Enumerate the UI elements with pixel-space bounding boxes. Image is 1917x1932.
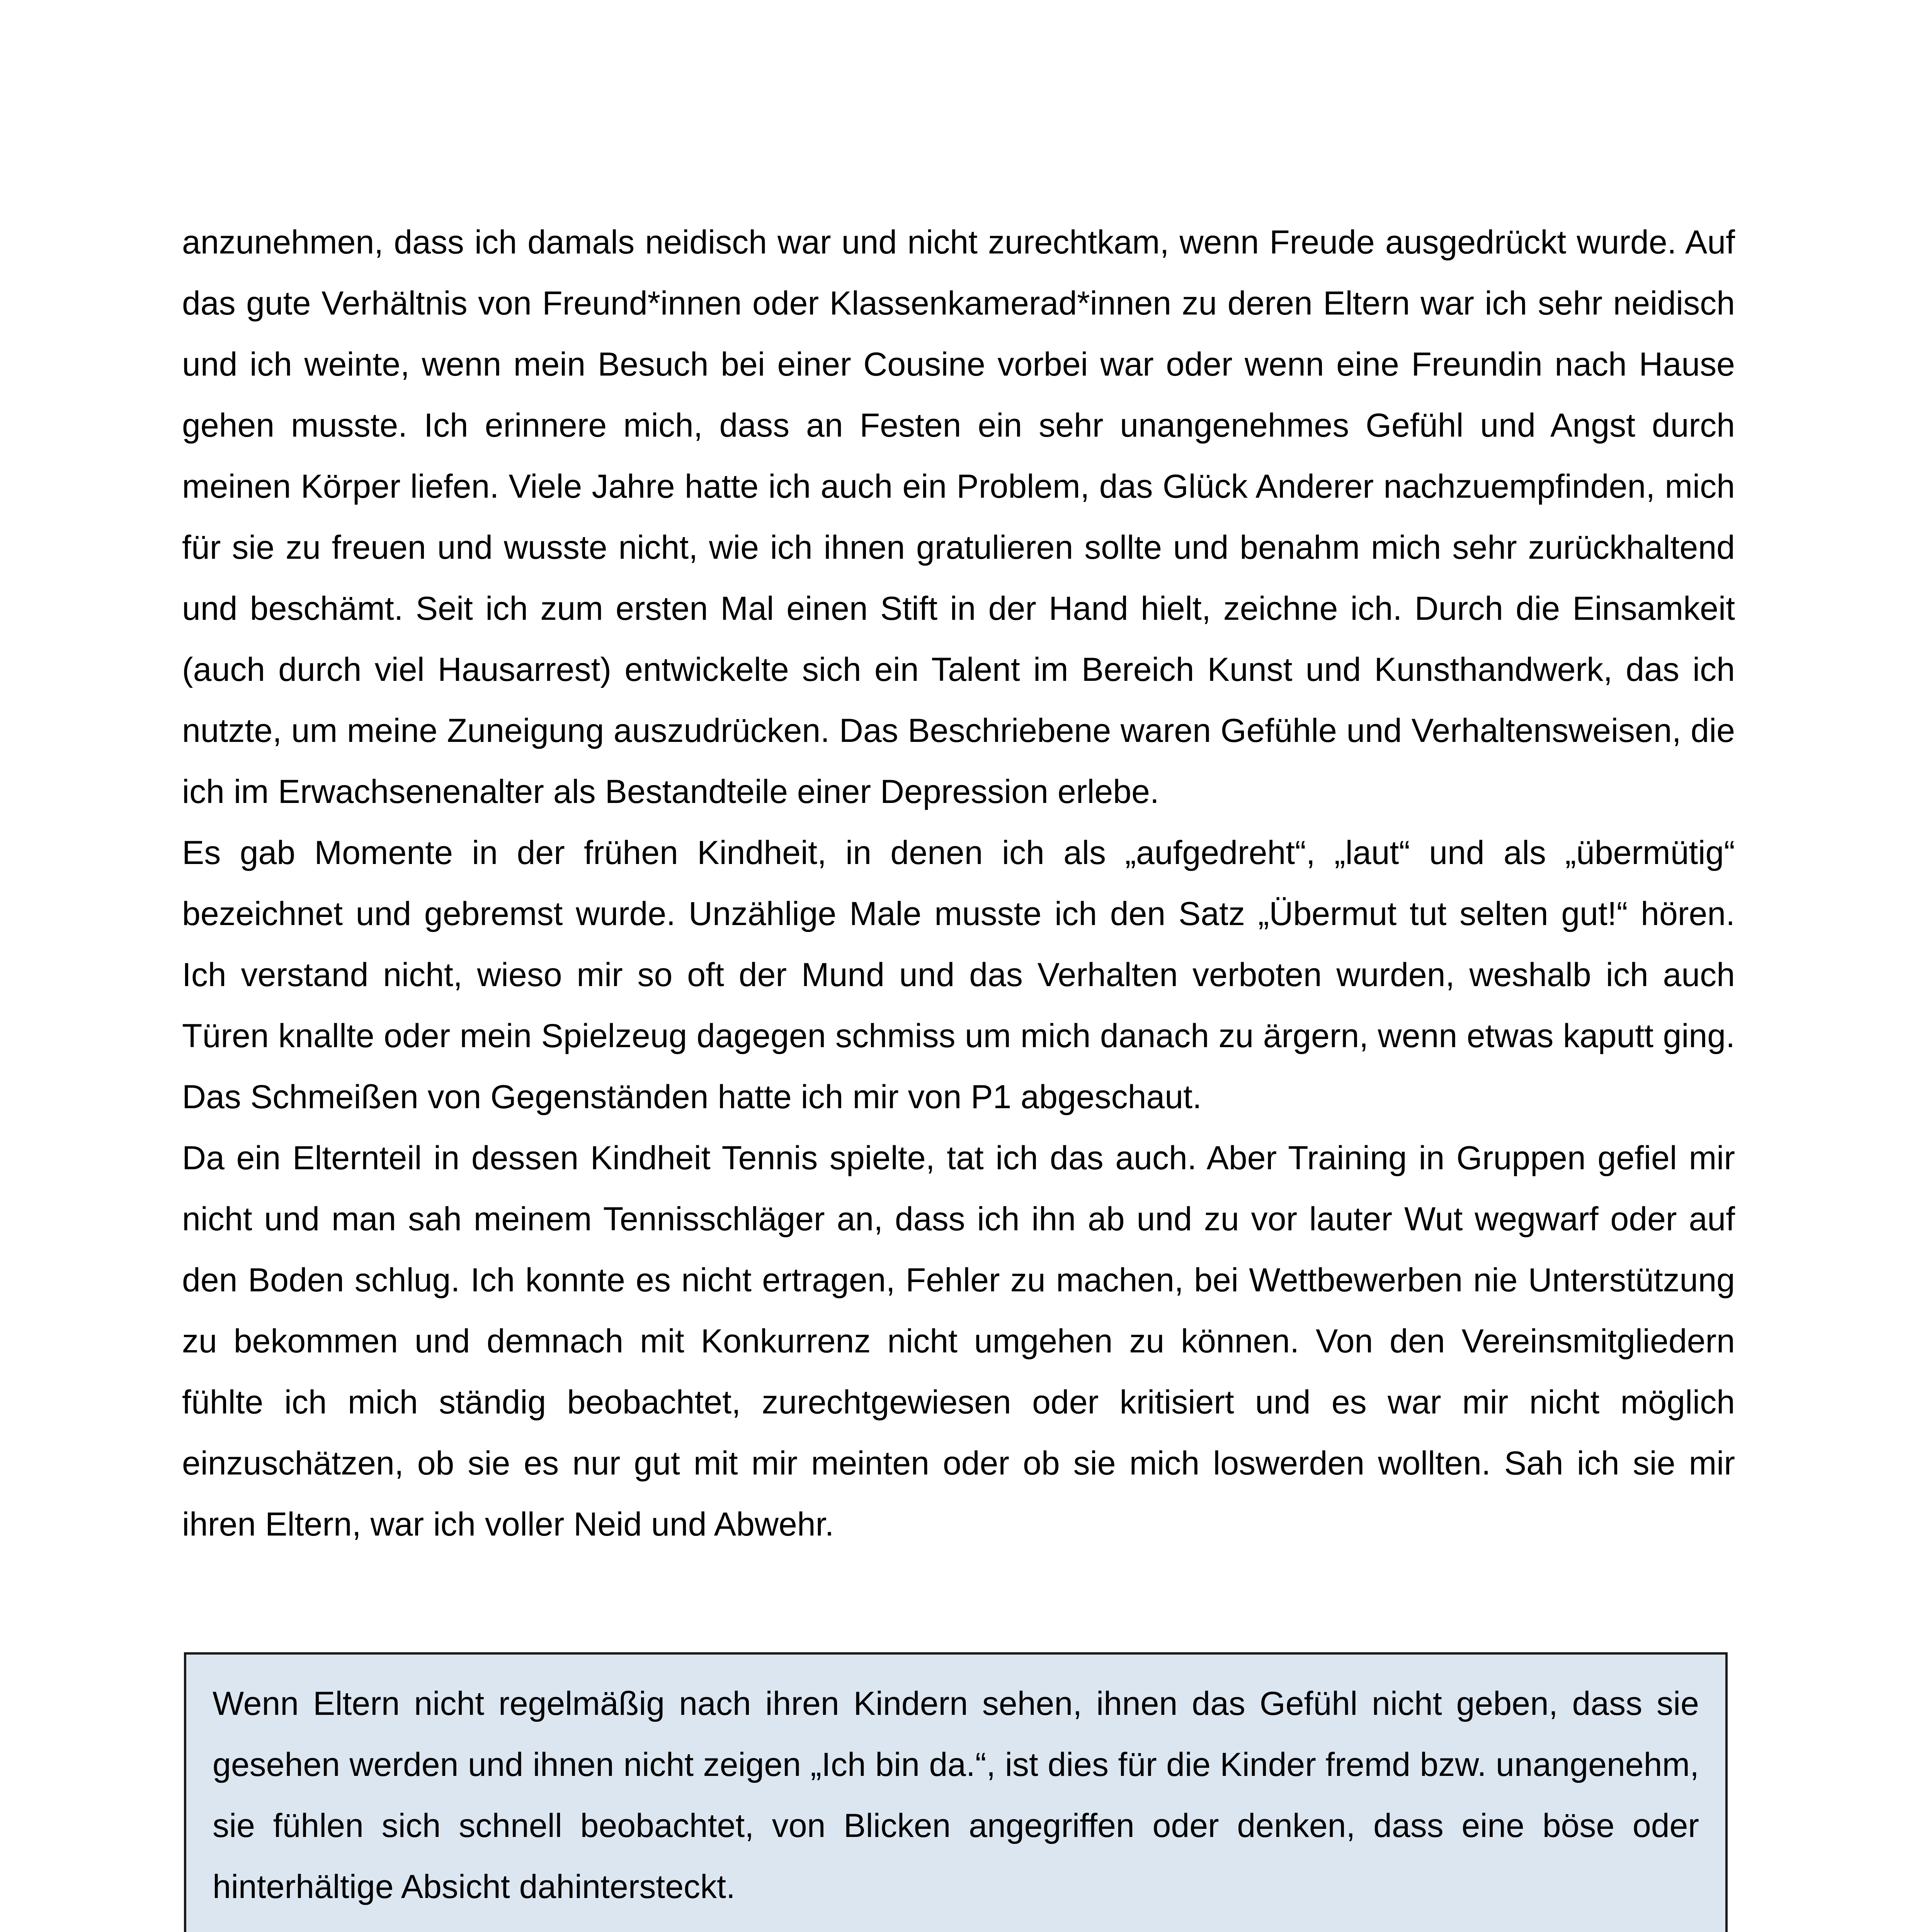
paragraph: Da ein Elternteil in dessen Kindheit Tennis spielte, tat ich das auch. Aber Training in Gruppen gefiel mir nicht und man sah meinem Tennisschläger an, dass ich ihn ab und zu vor lauter Wut wegwarf oder auf den Boden schlug. Ich konnte es nicht ertragen, Fehler zu machen, bei Wettbewerben nie Unterstützung zu bekommen und demnach mit Konkurrenz nicht umgehen zu können. Von den Vereinsmitgliedern fühlte ich mich ständig beobachtet, zurechtgewiesen oder kritisiert und es war mir nicht möglich einzuschätzen, ob sie es nur gut mit mir meinten oder ob sie mich loswerden wollten. Sah ich sie mir ihren Eltern, war ich voller Neid und Abwehr. [182, 1139, 1735, 1543]
body-text-top [182, 212, 1735, 1555]
callout-box [184, 1652, 1728, 1932]
paragraph: Es gab Momente in der frühen Kindheit, in denen ich als „aufgedreht“, „laut“ und als „übermütig“ bezeichnet und gebremst wurde. Unzählige Male musste ich den Satz „Übermut tut selten gut!“ hören. Ich verstand nicht, wieso mir so oft der Mund und das Verhalten verboten wurden, weshalb ich auch Türen knallte oder mein Spielzeug dagegen schmiss um mich danach zu ärgern, wenn etwas kaputt ging. Das Schmeißen von Gegenständen hatte ich mir von P1 abgeschaut. [182, 834, 1735, 1116]
paragraph: anzunehmen, dass ich damals neidisch war und nicht zurechtkam, wenn Freude ausgedrückt wurde. Auf das gute Verhältnis von Freund*innen oder Klassenkamerad*innen zu deren Eltern war ich sehr neidisch und ich weinte, wenn mein Besuch bei einer Cousine vorbei war oder wenn eine Freundin nach Hause gehen musste. Ich erinnere mich, dass an Festen ein sehr unangenehmes Gefühl und Angst durch meinen Körper liefen. Viele Jahre hatte ich auch ein Problem, das Glück Anderer nachzuempfinden, mich für sie zu freuen und wusste nicht, wie ich ihnen gratulieren sollte und benahm mich sehr zurückhaltend und beschämt. Seit ich zum ersten Mal einen Stift in der Hand hielt, zeichne ich. Durch die Einsamkeit (auch durch viel Hausarrest) entwickelte sich ein Talent im Bereich Kunst und Kunsthandwerk, das ich nutzte, um meine Zuneigung auszudrücken. Das Beschriebene waren Gefühle und Verhaltensweisen, die ich im Erwachsenenalter als Bestandteile einer Depression erlebe. [182, 224, 1735, 810]
callout-text: Wenn Eltern nicht regelmäßig nach ihren Kindern sehen, ihnen das Gefühl nicht geben, dass sie gesehen werden und ihnen nicht zeigen „Ich bin da.“, ist dies für die Kinder fremd bzw. unangenehm, sie fühlen sich schnell beobachtet, von Blicken angegriffen oder denken, dass eine böse oder hinterhältige Absicht dahintersteckt. [213, 1685, 1699, 1905]
